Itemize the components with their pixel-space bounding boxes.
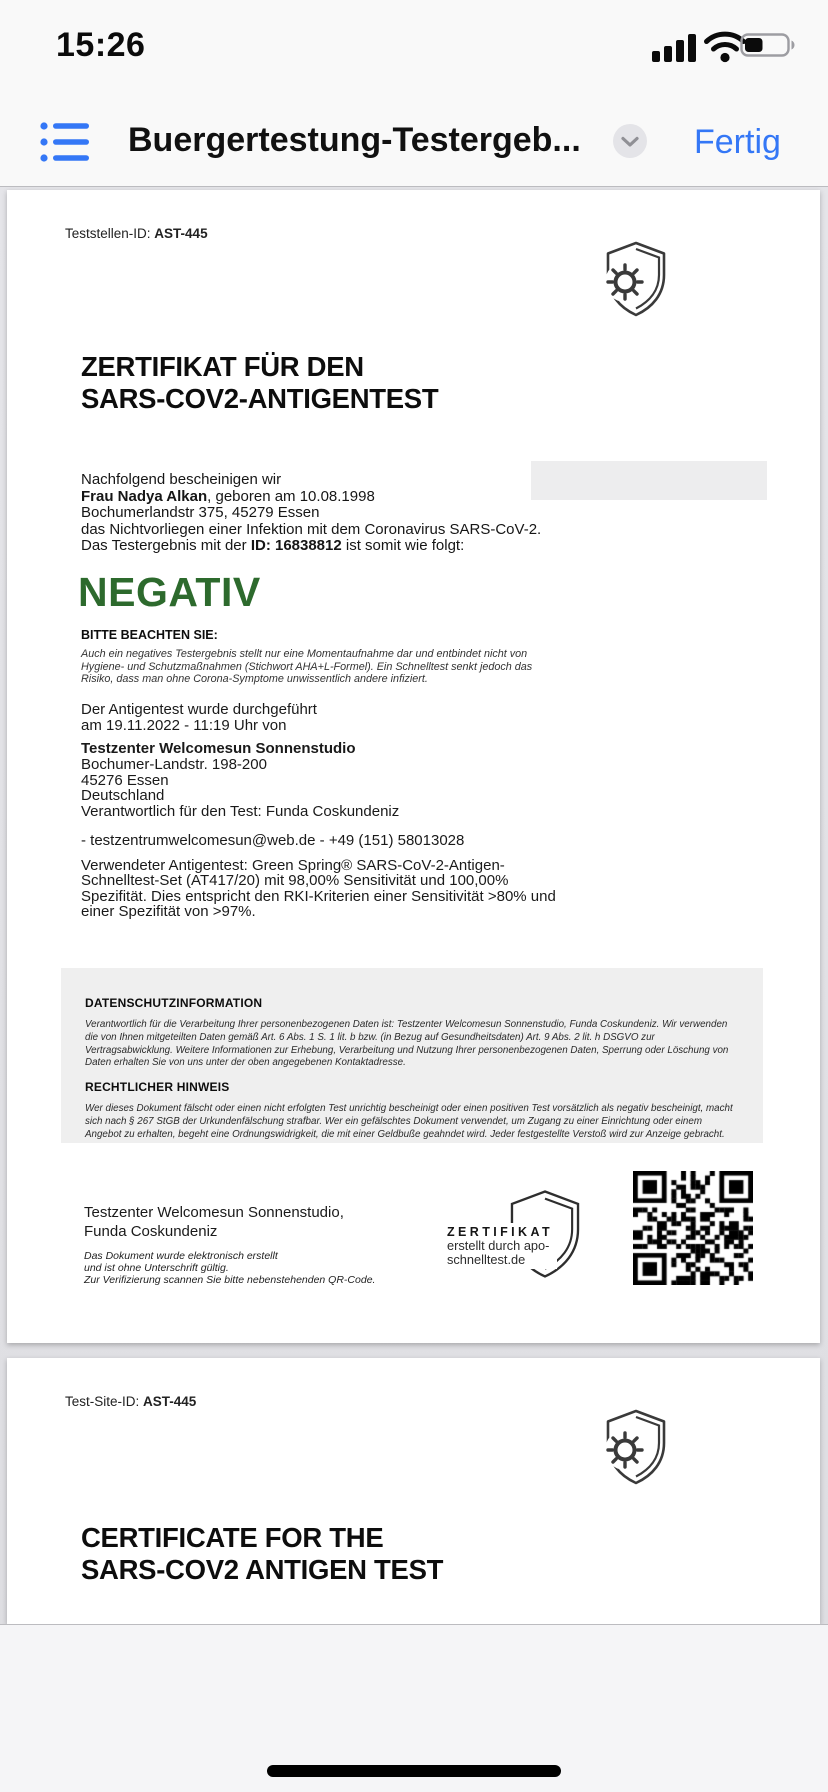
list-icon xyxy=(38,118,90,166)
status-time: 15:26 xyxy=(56,26,146,64)
home-indicator[interactable] xyxy=(267,1765,561,1777)
certificate-title-en: CERTIFICATE FOR THE SARS-COV2 ANTIGEN TEST xyxy=(81,1522,444,1585)
virus-shield-icon xyxy=(603,1408,669,1486)
certificate-title-de: ZERTIFIKAT FÜR DEN SARS-COV2-ANTIGENTEST xyxy=(81,351,439,414)
test-kit-info: Verwendeter Antigentest: Green Spring® SARS-CoV-2-Antigen-Schnelltest-Set (AT417/20) mit 98,00% Sensitivität und 100,00% Spezifität. Dies entspricht den RKI-Kriterien einer Sensitivität >80% und einer Spezifität von >97%. xyxy=(81,857,556,920)
title-collapse-button[interactable] xyxy=(612,123,648,159)
test-site-id: Teststellen-ID: AST-445 xyxy=(65,226,208,241)
notice-heading: BITTE BEACHTEN SIE: xyxy=(81,628,218,642)
pdf-page-1 xyxy=(7,190,820,1343)
legal-heading: RECHTLICHER HINWEIS xyxy=(85,1080,230,1095)
chevron-down-icon xyxy=(612,123,648,159)
notice-text: Auch ein negatives Testergebnis stellt nur eine Momentaufnahme dar und entbindet nicht von Hygiene- und Schutzmaßnahmen (Stichwort AHA+L-Formel). Ein Schnelltest senkt jedoch das Risiko, dass man ohne Corona-Symptome unwissentlich andere infiziert. xyxy=(81,648,533,686)
test-site-id-en: Test-Site-ID: AST-445 xyxy=(65,1394,197,1409)
conducted-info: Der Antigentest wurde durchgeführt am 19.11.2022 - 11:19 Uhr von xyxy=(81,701,317,735)
virus-shield-icon xyxy=(603,240,669,318)
redacted-area xyxy=(531,461,767,500)
table-of-contents-button[interactable] xyxy=(38,118,90,166)
issuer-name: Testzenter Welcomesun Sonnenstudio, Funda Coskundeniz xyxy=(84,1204,344,1240)
done-button[interactable]: Fertig xyxy=(694,123,781,161)
privacy-heading: DATENSCHUTZINFORMATION xyxy=(85,996,263,1010)
battery-icon xyxy=(740,31,800,59)
legal-text: Wer dieses Dokument fälscht oder einen nicht erfolgten Test unrichtig bescheinigt oder einen positiven Test vorsätzlich als negativ bescheinigt, macht sich nach § 267 StGB der Urkundenfälschung strafbar. Wer ein gefälschtes Dokument verwendet, um Zugang zu einer Einrichtung oder einem Angebot zu erhalten, begeht eine Ordnungswidrigkeit, die mit einer Geldbuße geahndet wird. Jeder festgestellte Verstoß wird zur Anzeige gebracht. xyxy=(85,1103,733,1140)
pdf-page-2 xyxy=(7,1358,820,1624)
privacy-text: Verantwortlich für die Verarbeitung Ihrer personenbezogenen Daten ist: Testzenter Welcomesun Sonnenstudio, Funda Coskundeniz. Wir verwenden die von Ihnen mitgeteilten Daten gemäß Art. 6 Abs. 1 S. 1 lit. b bzw. (in Bezug auf Gesundheitsdaten) Art. 9 Abs. 2 lit. h DSGVO zur Vertragsabwicklung. Weitere Informationen zur Erhebung, Verarbeitung und Nutzung Ihrer personenbezogenen Daten, Sperrung oder Löschung von Daten erhalten Sie von uns unter der oben angegebenen Kontaktadresse. xyxy=(85,1019,729,1069)
top-chrome xyxy=(0,0,828,187)
privacy-legal-box xyxy=(61,968,763,1143)
document-title: Buergertestung-Testergeb... xyxy=(128,121,581,159)
certificate-stamp-text: ZERTIFIKAT erstellt durch apo- schnelltest.de xyxy=(447,1223,557,1269)
validity-note: Das Dokument wurde elektronisch erstellt und ist ohne Unterschrift gültig. Zur Verifizierung scannen Sie bitte nebenstehenden QR-Code. xyxy=(84,1250,376,1287)
test-center-address: Testzenter Welcomesun Sonnenstudio Bochumer-Landstr. 198-200 45276 Essen Deutschland Verantwortlich für den Test: Funda Coskundeniz xyxy=(81,740,400,821)
test-center-contact: - testzentrumwelcomesun@web.de - +49 (151) 58013028 xyxy=(81,832,465,849)
test-result: NEGATIV xyxy=(78,569,261,615)
cellular-signal-icon xyxy=(652,32,698,62)
attestation-text: Nachfolgend bescheinigen wir Frau Nadya Alkan, geboren am 10.08.1998 Bochumerlandstr 375, 45279 Essen das Nichtvorliegen einer Infektion mit dem Coronavirus SARS-CoV-2. Das Testergebnis mit der ID: 16838812 ist somit wie folgt: xyxy=(81,471,542,555)
qr-code xyxy=(633,1171,753,1285)
